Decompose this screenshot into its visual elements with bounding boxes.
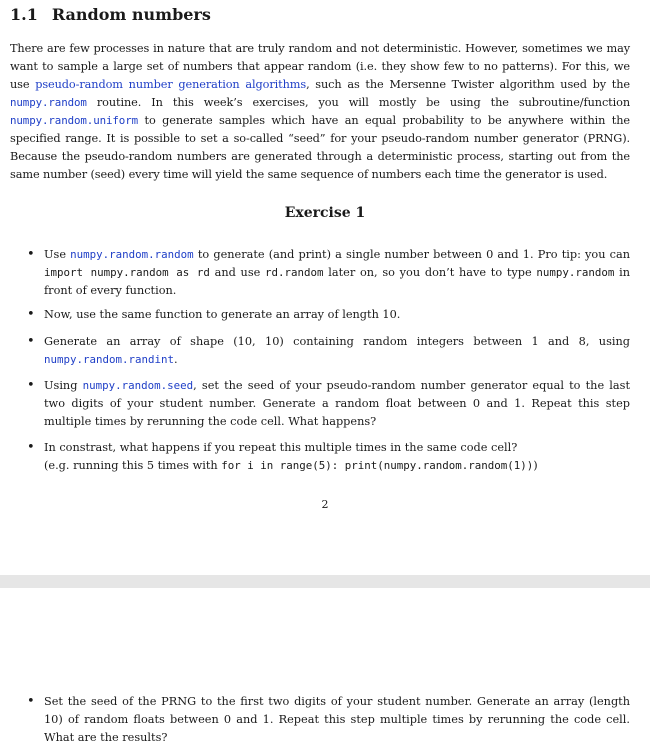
item-text: , set the seed of your pseudo-random number generator equal to the last two digits of your student number. Generate a random float between 0 and 1. Repeat this step multiple times by rerunning the code cell. What happens? [44,379,630,428]
intro-text-2: , such as the Mersenne Twister algorithm used by the [306,78,630,91]
inline-code: import numpy.random as rd [44,266,210,279]
item-text: Using [44,379,83,392]
exercise-list [27,306,630,324]
section-number: 1.1 [10,5,38,24]
document-page-2 [0,588,650,747]
inline-code: for i in range(5): print(numpy.random.random(1)) [221,459,534,472]
exercise-list [27,377,630,431]
item-text: In constrast, what happens if you repeat this multiple times in the same code cell? [44,441,518,454]
list-item [27,693,630,747]
bullet-icon: • [27,334,35,349]
exercise-title: Exercise 1 [284,205,366,221]
inline-code: numpy.random.random [70,248,194,261]
prng-algorithms-link[interactable]: pseudo-random number generation algorithms [35,78,307,91]
inline-code: numpy.random.seed [82,379,194,392]
item-text: (e.g. running this 5 times with [44,459,222,472]
exercise-list [27,693,630,747]
section-heading [10,5,211,24]
list-item [27,333,630,369]
numpy-random-code: numpy.random [10,96,87,109]
exercise-list [27,439,630,475]
list-item [27,306,630,324]
bullet-icon: • [27,247,35,262]
exercise-list [27,333,630,369]
intro-text-1: There are few processes in nature that are truly random and not deterministic. However, sometimes we may want to sample a large set of numbers that appear random (i.e. they show few to no patterns). For this, we use [10,42,630,91]
inline-code: numpy.random [536,266,615,279]
intro-text-4: to generate samples which have an equal probability to be anywhere within the specified range. It is possible to set a so-called “seed” for your pseudo-random number generator (PRNG). Because the pseudo-random numbers are generated through a deterministic process, starting out from the same number (seed) every time will yield the same sequence of numbers each time the generator is used. [10,114,630,181]
item-text: . [174,353,178,366]
inline-code: numpy.random.randint [44,353,175,366]
bullet-icon: • [27,440,35,455]
item-text: Use [44,248,71,261]
intro-text-3: routine. In this week’s exercises, you will mostly be using the subroutine/function [86,96,630,109]
item-text: later on, so you don’t have to type [323,266,537,279]
inline-code: rd.random [265,266,324,279]
item-text: to generate (and print) a single number between 0 and 1. Pro tip: you can [193,248,630,261]
page-separator [0,575,650,588]
bullet-icon: • [27,378,35,393]
list-item [27,246,630,300]
bullet-icon: • [27,694,35,709]
item-text: in front of every function. [44,266,631,297]
page-number: 2 [321,498,329,511]
section-title: Random numbers [51,5,211,24]
item-text: and use [209,266,266,279]
bullet-icon: • [27,307,35,322]
list-item [27,439,630,475]
intro-paragraph [10,40,630,184]
item-text: ) [533,459,538,472]
item-text: Generate an array of shape (10, 10) containing random integers between 1 and 8, using [44,335,630,348]
item-text: Now, use the same function to generate an array of length 10. [44,308,401,321]
item-text: Set the seed of the PRNG to the first two digits of your student number. Generate an array (length 10) of random floats between 0 and 1. Repeat this step multiple times by rerunning the code cell. What are the results? [44,695,630,744]
exercise-list [27,246,630,300]
numpy-random-uniform-code: numpy.random.uniform [10,114,139,127]
list-item [27,377,630,431]
